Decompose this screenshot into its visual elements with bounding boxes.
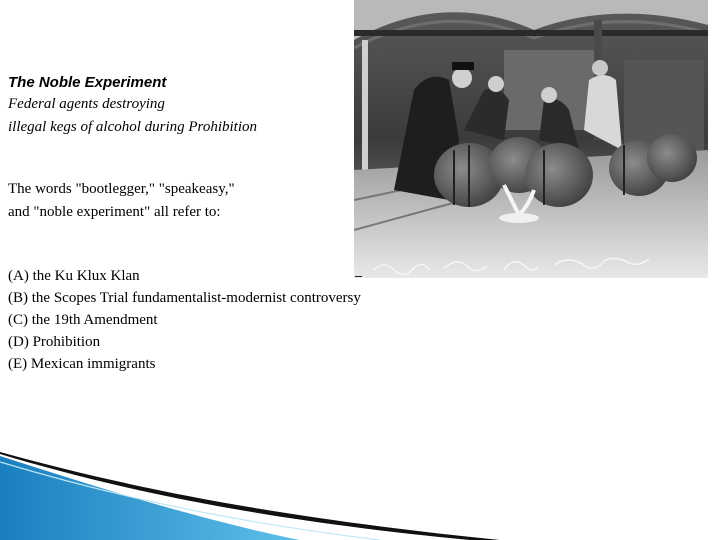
- answer-option-b: (B) the Scopes Trial fundamentalist-modernist controversy: [8, 290, 361, 306]
- caption-line: illegal kegs of alcohol during Prohibition: [8, 119, 258, 135]
- prohibition-photo: [354, 0, 708, 278]
- answer-option-c: (C) the 19th Amendment: [8, 312, 158, 328]
- answer-option-a: (A) the Ku Klux Klan: [8, 268, 140, 284]
- question-text: The words "bootlegger," "speakeasy,": [8, 181, 235, 197]
- answer-option-e: (E) Mexican immigrants: [8, 356, 156, 372]
- answer-option-d: (D) Prohibition: [8, 334, 101, 350]
- divider: [355, 276, 362, 277]
- question-text: and "noble experiment" all refer to:: [8, 204, 221, 220]
- caption-title: The Noble Experiment: [8, 74, 167, 91]
- caption-line: Federal agents destroying: [8, 96, 165, 112]
- slide-decoration: [0, 440, 720, 540]
